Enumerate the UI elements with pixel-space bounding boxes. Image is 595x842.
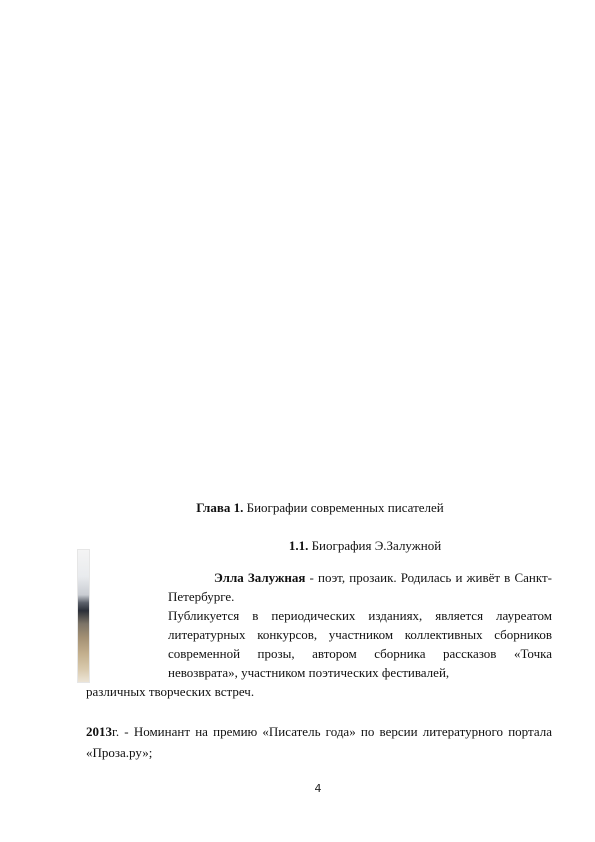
bio-paragraph-1 — [168, 568, 552, 606]
biography-text — [86, 568, 552, 701]
bio-block — [86, 568, 552, 682]
award-entry — [86, 721, 552, 763]
chapter-label: Глава 1. — [196, 500, 244, 515]
bio-paragraph-2: Публикуется в периодических изданиях, является лауреатом литературных конкурсов, участником коллективных сборников современной прозы, автором сборника рассказов «Точка невозврата», участником поэтических фестивалей, — [168, 608, 552, 680]
author-name: Элла Залужная — [214, 570, 306, 585]
section-heading — [240, 538, 490, 554]
chapter-title-text: Биографии современных писателей — [246, 500, 444, 515]
section-number: 1.1. — [288, 538, 309, 553]
section-title-text: Биография Э.Залужной — [311, 538, 442, 553]
bio-intro-text: - поэт, прозаик. Родилась и живёт в Санкт-Петербурге. — [168, 570, 552, 604]
chapter-heading — [150, 500, 490, 516]
award-year: 2013 — [86, 724, 112, 739]
award-text: г. - Номинант на премию «Писатель года» по версии литературного портала «Проза.ру»; — [86, 724, 552, 760]
bio-paragraph-2-tail: различных творческих встреч. — [86, 684, 255, 699]
page-number: 4 — [314, 782, 322, 795]
